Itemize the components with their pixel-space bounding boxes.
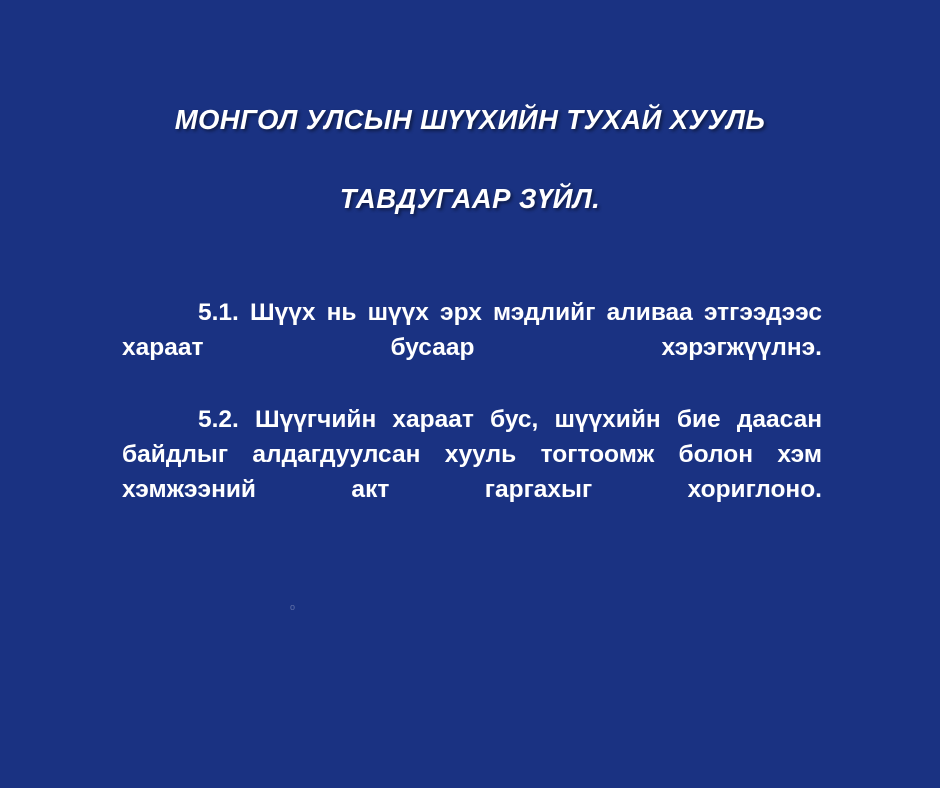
- slide-title: [0, 104, 940, 214]
- slide-body: [122, 295, 822, 542]
- title-line-2: ТАВДУГААР ЗҮЙЛ.: [339, 182, 601, 214]
- body-paragraph-2: 5.2. Шүүгчийн хараат бус, шүүхийн бие даасан байдлыг алдагдуулсан хууль тогтоомж болон хэм хэмжээний акт гаргахыг хориглоно.: [122, 406, 822, 504]
- title-line-1: МОНГОЛ УЛСЫН ШҮҮХИЙН ТУХАЙ ХУУЛЬ: [174, 104, 766, 135]
- decorative-dot-mark: o: [290, 602, 296, 612]
- body-paragraph-1: 5.1. Шүүх нь шүүх эрх мэдлийг аливаа этгээдээс хараат бусаар хэрэгжүүлнэ.: [122, 299, 822, 362]
